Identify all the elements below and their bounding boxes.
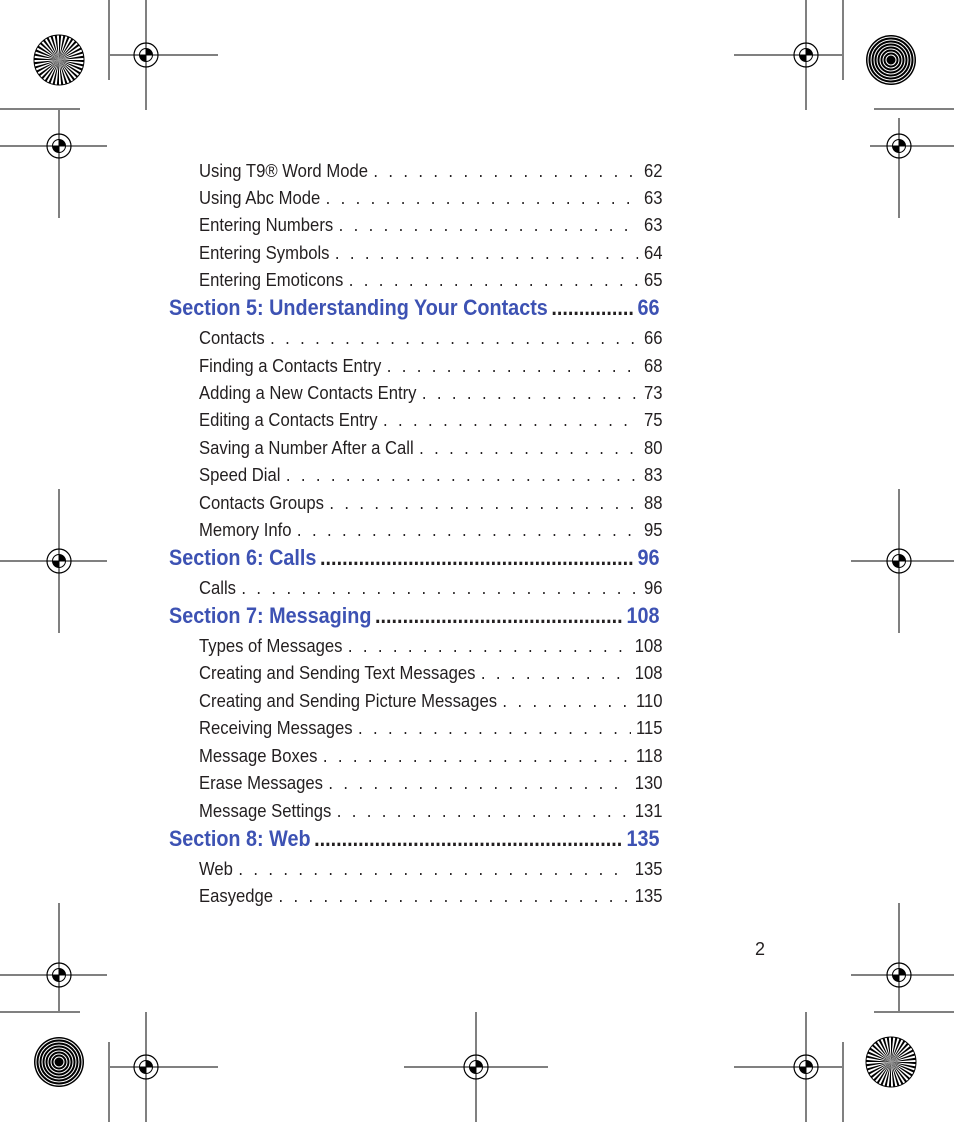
toc-entry[interactable] <box>199 269 663 291</box>
toc-entry[interactable] <box>199 382 663 404</box>
leader-dots <box>481 662 629 684</box>
leader-dots <box>314 826 623 852</box>
toc-entry[interactable] <box>199 858 663 880</box>
toc-entry-page: 95 <box>643 519 663 540</box>
toc-entry[interactable] <box>199 327 663 349</box>
leader-dots <box>339 214 639 236</box>
toc-entry-label: Receiving Messages <box>199 717 353 738</box>
toc-entry-label: Using Abc Mode <box>199 187 321 208</box>
leader-dots <box>419 437 638 459</box>
leader-dots <box>270 327 638 349</box>
toc-entry-label: Finding a Contacts Entry <box>199 355 382 376</box>
toc-entry-label: Web <box>199 858 233 879</box>
leader-dots <box>349 269 639 291</box>
toc-entry-label: Saving a Number After a Call <box>199 437 414 458</box>
toc-entry-page: 63 <box>643 187 663 208</box>
leader-dots <box>238 858 629 880</box>
toc-entry[interactable] <box>199 519 663 541</box>
toc-entry-label: Adding a New Contacts Entry <box>199 382 417 403</box>
section-title: Section 7: Messaging <box>169 603 372 628</box>
leader-dots <box>328 772 629 794</box>
leader-dots <box>286 464 639 486</box>
leader-dots <box>241 577 638 599</box>
section-page: 96 <box>637 545 660 570</box>
toc-entry[interactable] <box>199 635 663 657</box>
toc-entry[interactable] <box>199 492 663 514</box>
section-title: Section 5: Understanding Your Contacts <box>169 295 548 320</box>
toc-entry-label: Editing a Contacts Entry <box>199 409 378 430</box>
leader-dots <box>278 885 629 907</box>
section-title: Section 6: Calls <box>169 545 317 570</box>
toc-entry-page: 66 <box>643 327 663 348</box>
leader-dots <box>335 242 639 264</box>
toc-section-heading[interactable] <box>169 295 660 321</box>
toc-entry-page: 110 <box>635 690 663 711</box>
section-page: 108 <box>626 603 660 628</box>
toc-entry[interactable] <box>199 717 663 739</box>
leader-dots <box>297 519 639 541</box>
leader-dots <box>383 409 639 431</box>
toc-entry-page: 118 <box>635 745 663 766</box>
toc-entry[interactable] <box>199 772 663 794</box>
toc-entry-page: 80 <box>643 437 663 458</box>
toc-entry-page: 68 <box>643 355 663 376</box>
toc-entry-label: Creating and Sending Text Messages <box>199 662 476 683</box>
toc-entry[interactable] <box>199 160 663 182</box>
toc-entry-page: 96 <box>643 577 663 598</box>
toc-entry-page: 83 <box>643 464 663 485</box>
toc-entry-label: Contacts Groups <box>199 492 324 513</box>
leader-dots <box>337 800 630 822</box>
toc-entry-label: Speed Dial <box>199 464 281 485</box>
toc-entry-label: Entering Emoticons <box>199 269 344 290</box>
toc-entry[interactable] <box>199 409 663 431</box>
toc-entry-label: Message Settings <box>199 800 332 821</box>
leader-dots <box>375 603 623 629</box>
toc-entry[interactable] <box>199 745 663 767</box>
leader-dots <box>329 492 638 514</box>
toc-entry-label: Entering Numbers <box>199 214 334 235</box>
leader-dots <box>320 545 634 571</box>
toc-entry[interactable] <box>199 464 663 486</box>
toc-entry[interactable] <box>199 242 663 264</box>
leader-dots <box>502 690 630 712</box>
leader-dots <box>387 355 639 377</box>
toc-entry-label: Creating and Sending Picture Messages <box>199 690 498 711</box>
toc-section-heading[interactable] <box>169 603 660 629</box>
toc-entry-label: Types of Messages <box>199 635 343 656</box>
leader-dots <box>326 187 639 209</box>
toc-entry[interactable] <box>199 662 663 684</box>
toc-entry[interactable] <box>199 885 663 907</box>
toc-entry[interactable] <box>199 690 663 712</box>
toc-entry-page: 108 <box>634 662 663 683</box>
toc-entry-label: Message Boxes <box>199 745 318 766</box>
toc-entry-page: 62 <box>643 160 663 181</box>
toc-entry-page: 88 <box>643 492 663 513</box>
page-number: 2 <box>755 939 766 959</box>
section-page: 66 <box>637 295 660 320</box>
toc-entry[interactable] <box>199 187 663 209</box>
toc-entry[interactable] <box>199 800 663 822</box>
leader-dots <box>551 295 633 321</box>
leader-dots <box>323 745 631 767</box>
toc-entry[interactable] <box>199 214 663 236</box>
toc-entry[interactable] <box>199 355 663 377</box>
toc-entry-label: Using T9® Word Mode <box>199 160 368 181</box>
leader-dots <box>358 717 631 739</box>
toc-entry[interactable] <box>199 437 663 459</box>
toc-entry-page: 130 <box>634 772 663 793</box>
toc-entry-page: 73 <box>643 382 663 403</box>
toc-entry[interactable] <box>199 577 663 599</box>
toc-entry-page: 65 <box>643 269 663 290</box>
toc-entry-page: 131 <box>634 800 663 821</box>
toc-entry-label: Contacts <box>199 327 265 348</box>
section-page: 135 <box>626 826 660 851</box>
leader-dots <box>348 635 629 657</box>
leader-dots <box>422 382 639 404</box>
section-title: Section 8: Web <box>169 826 311 851</box>
toc-section-heading[interactable] <box>169 545 660 571</box>
toc-entry-page: 63 <box>643 214 663 235</box>
toc-entry-page: 135 <box>634 858 663 879</box>
toc-entry-page: 115 <box>635 717 663 738</box>
toc-entry-page: 75 <box>643 409 663 430</box>
toc-entry-label: Erase Messages <box>199 772 324 793</box>
leader-dots <box>373 160 638 182</box>
toc-entry-page: 135 <box>634 885 663 906</box>
toc-entry-page: 64 <box>643 242 663 263</box>
toc-entry-page: 108 <box>634 635 663 656</box>
toc-entry-label: Calls <box>199 577 237 598</box>
toc-entry-label: Entering Symbols <box>199 242 330 263</box>
toc-entry-label: Memory Info <box>199 519 292 540</box>
toc-section-heading[interactable] <box>169 826 660 852</box>
toc-entry-label: Easyedge <box>199 885 274 906</box>
